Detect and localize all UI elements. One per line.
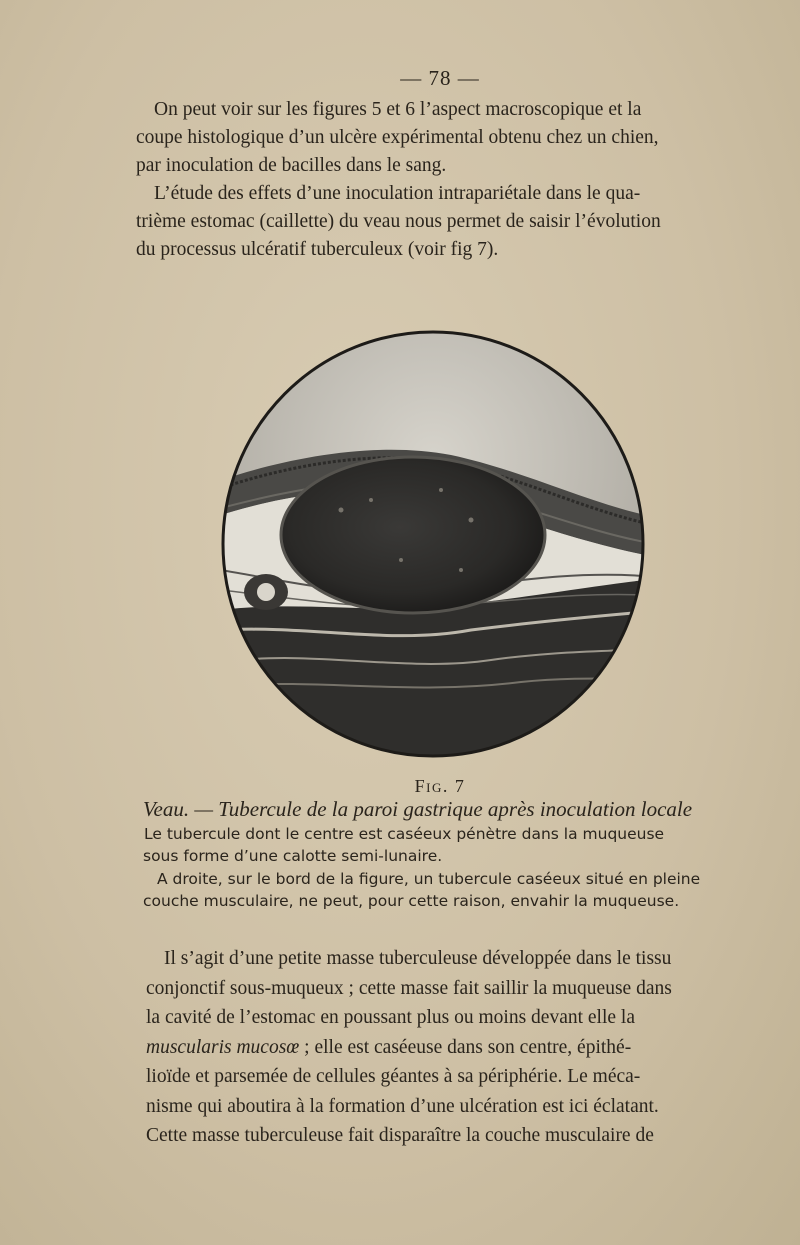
body-line: Il s’agit d’une petite masse tuberculeuse développée dans le tissu [164, 948, 672, 969]
body-line: conjonctif sous-muqueux ; cette masse fait saillir la muqueuse dans [146, 977, 672, 999]
histology-figure [221, 330, 645, 758]
intro-paragraph [136, 96, 732, 264]
intro-line: du processus ulcératif tuberculeux (voir fig 7). [136, 239, 499, 260]
intro-line: par inoculation de bacilles dans le sang. [136, 155, 447, 176]
page-number: — 78 — [400, 66, 480, 90]
figure-label: Fig. 7 [414, 776, 466, 796]
body-line [146, 1033, 740, 1063]
intro-line: trième estomac (caillette) du veau nous permet de saisir l’évolution [136, 211, 661, 232]
body-line: lioïde et parsemée de cellules géantes à sa périphérie. Le méca- [146, 1066, 641, 1087]
body-line: Cette masse tuberculeuse fait disparaître la couche musculaire de [146, 1125, 654, 1146]
figure-title: Veau. — Tubercule de la paroi gastrique après inoculation locale [143, 797, 693, 821]
caption-line: A droite, sur le bord de la figure, un tubercule caséeux situé en pleine [157, 870, 701, 888]
body-paragraph [146, 944, 740, 1151]
caption-line: couche musculaire, ne peut, pour cette raison, envahir la muqueuse. [143, 892, 680, 910]
figure-caption [143, 823, 743, 867]
body-text: ; elle est caséeuse dans son centre, épithé- [299, 1036, 632, 1058]
intro-line: L’étude des effets d’une inoculation intrapariétale dans le qua- [154, 183, 641, 204]
intro-line: On peut voir sur les figures 5 et 6 l’aspect macroscopique et la [154, 99, 642, 120]
caption-line: sous forme d’une calotte semi-lunaire. [143, 847, 443, 865]
intro-line: coupe histologique d’un ulcère expérimental obtenu chez un chien, [136, 127, 659, 148]
latin-term: muscularis mucosœ [146, 1036, 300, 1058]
caption-line: Le tubercule dont le centre est caséeux pénètre dans la muqueuse [144, 825, 665, 843]
micrograph-image [221, 330, 645, 758]
body-line: la cavité de l’estomac en poussant plus ou moins devant elle la [146, 1007, 635, 1028]
figure-caption [143, 868, 743, 912]
body-line: nisme qui aboutira à la formation d’une ulcération est ici éclatant. [146, 1095, 659, 1117]
